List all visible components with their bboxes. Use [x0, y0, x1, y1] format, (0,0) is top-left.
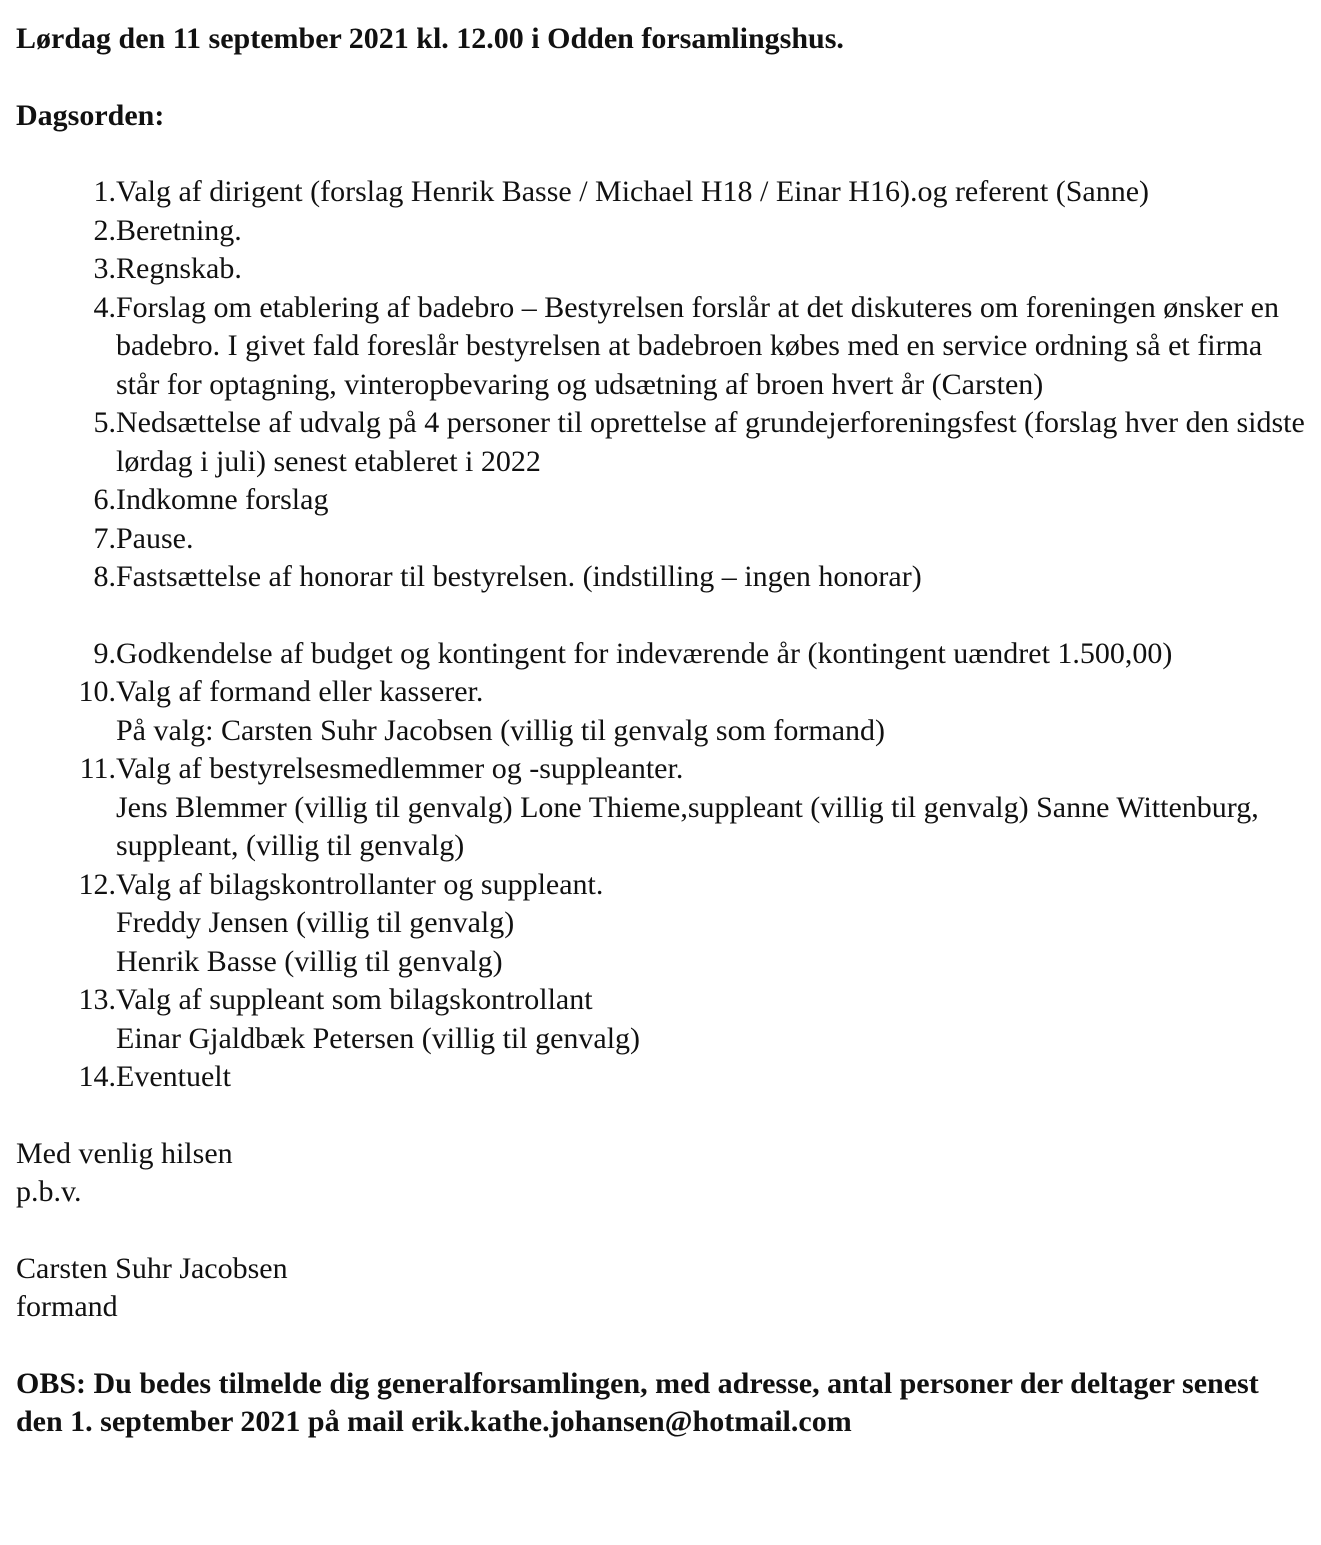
agenda-item-detail: Henrik Basse (villig til genvalg)	[116, 944, 503, 978]
agenda-item-text: Nedsættelse af udvalg på 4 personer til oprettelse af grundejerforeningsfest (forslag hver den sidste lørdag i juli) senest etableret i 2022	[116, 406, 1305, 478]
agenda-item-number: 10.	[78, 675, 116, 708]
agenda-item	[16, 250, 1311, 289]
agenda-item-number: 13.	[78, 983, 116, 1016]
agenda-item-number: 11.	[79, 752, 116, 785]
agenda-item-text: Valg af formand eller kasserer.	[116, 675, 484, 708]
agenda-item	[16, 981, 1311, 1058]
closing-greeting: Med venlig hilsen	[16, 1136, 233, 1170]
agenda-item-text: Indkomne forslag	[116, 483, 329, 516]
meeting-date-line: Lørdag den 11 september 2021 kl. 12.00 i Odden forsamlingshus.	[16, 22, 844, 55]
agenda-item-text: Godkendelse af budget og kontingent for indeværende år (kontingent uændret 1.500,00)	[116, 636, 1173, 670]
agenda-item	[16, 558, 1311, 597]
agenda-item-text: Valg af suppleant som bilagskontrollant	[116, 983, 593, 1016]
agenda-item-text: Valg af bestyrelsesmedlemmer og -suppleanter.	[116, 752, 684, 785]
signature-block	[16, 1250, 1311, 1327]
agenda-title: Dagsorden:	[16, 98, 165, 132]
agenda-item	[16, 173, 1311, 212]
agenda-item	[16, 635, 1311, 674]
agenda-item-number: 9.	[93, 636, 116, 670]
agenda-item-number: 4.	[93, 290, 116, 324]
agenda-item-number: 3.	[93, 252, 116, 285]
agenda-item	[16, 866, 1311, 982]
agenda-item-text: Valg af bilagskontrollanter og suppleant.	[116, 867, 604, 901]
agenda-item	[16, 750, 1311, 866]
agenda-item-text: Beretning.	[116, 213, 242, 247]
signature-role: formand	[16, 1290, 118, 1323]
registration-notice: OBS: Du bedes tilmelde dig generalforsamlingen, med adresse, antal personer der deltager senest den 1. september 2021 på mail erik.kathe.johansen@hotmail.com	[16, 1366, 1259, 1438]
signature-name: Carsten Suhr Jacobsen	[16, 1251, 288, 1285]
agenda-item-text: Pause.	[116, 521, 194, 555]
agenda-item-text: Valg af dirigent (forslag Henrik Basse / Michael H18 / Einar H16).og referent (Sanne)	[116, 175, 1149, 208]
agenda-item-number: 14.	[78, 1060, 116, 1093]
agenda-item-text: Eventuelt	[116, 1060, 231, 1093]
agenda-item	[16, 404, 1311, 481]
agenda-item-number: 12.	[78, 867, 116, 901]
agenda-item	[16, 520, 1311, 559]
agenda-item-number: 7.	[93, 521, 116, 555]
agenda-item	[16, 481, 1311, 520]
agenda-item-detail: Einar Gjaldbæk Petersen (villig til genvalg)	[116, 1021, 641, 1055]
document-page	[16, 20, 1311, 1472]
agenda-item	[16, 212, 1311, 251]
agenda-item	[16, 1058, 1311, 1097]
agenda-item-text: Fastsættelse af honorar til bestyrelsen. (indstilling – ingen honorar)	[116, 560, 922, 593]
agenda-item-number: 2.	[93, 213, 116, 247]
agenda-item-number: 1.	[93, 175, 116, 208]
agenda-item-detail: Jens Blemmer (villig til genvalg) Lone Thieme,suppleant (villig til genvalg) Sanne Wittenburg, suppleant, (villig til genvalg)	[116, 790, 1259, 862]
agenda-item-number: 8.	[93, 560, 116, 593]
agenda-item-text: Forslag om etablering af badebro – Bestyrelsen forslår at det diskuteres om foreningen ønsker en badebro. I givet fald foreslår bestyrelsen at badebroen købes med en service ordning så et firma står for optagning, vinteropbevaring og udsætning af broen hvert år (Carsten)	[116, 290, 1279, 401]
agenda-item-text: Regnskab.	[116, 252, 242, 285]
closing-block	[16, 1135, 1311, 1212]
agenda-item-number: 5.	[93, 406, 116, 439]
agenda-item-detail: Freddy Jensen (villig til genvalg)	[116, 906, 515, 939]
agenda-item	[16, 673, 1311, 750]
agenda-item	[16, 289, 1311, 405]
agenda-item-number: 6.	[93, 483, 116, 516]
agenda-item-detail: På valg: Carsten Suhr Jacobsen (villig til genvalg som formand)	[116, 713, 886, 747]
closing-pbv: p.b.v.	[16, 1175, 82, 1208]
agenda-list	[16, 173, 1311, 1097]
